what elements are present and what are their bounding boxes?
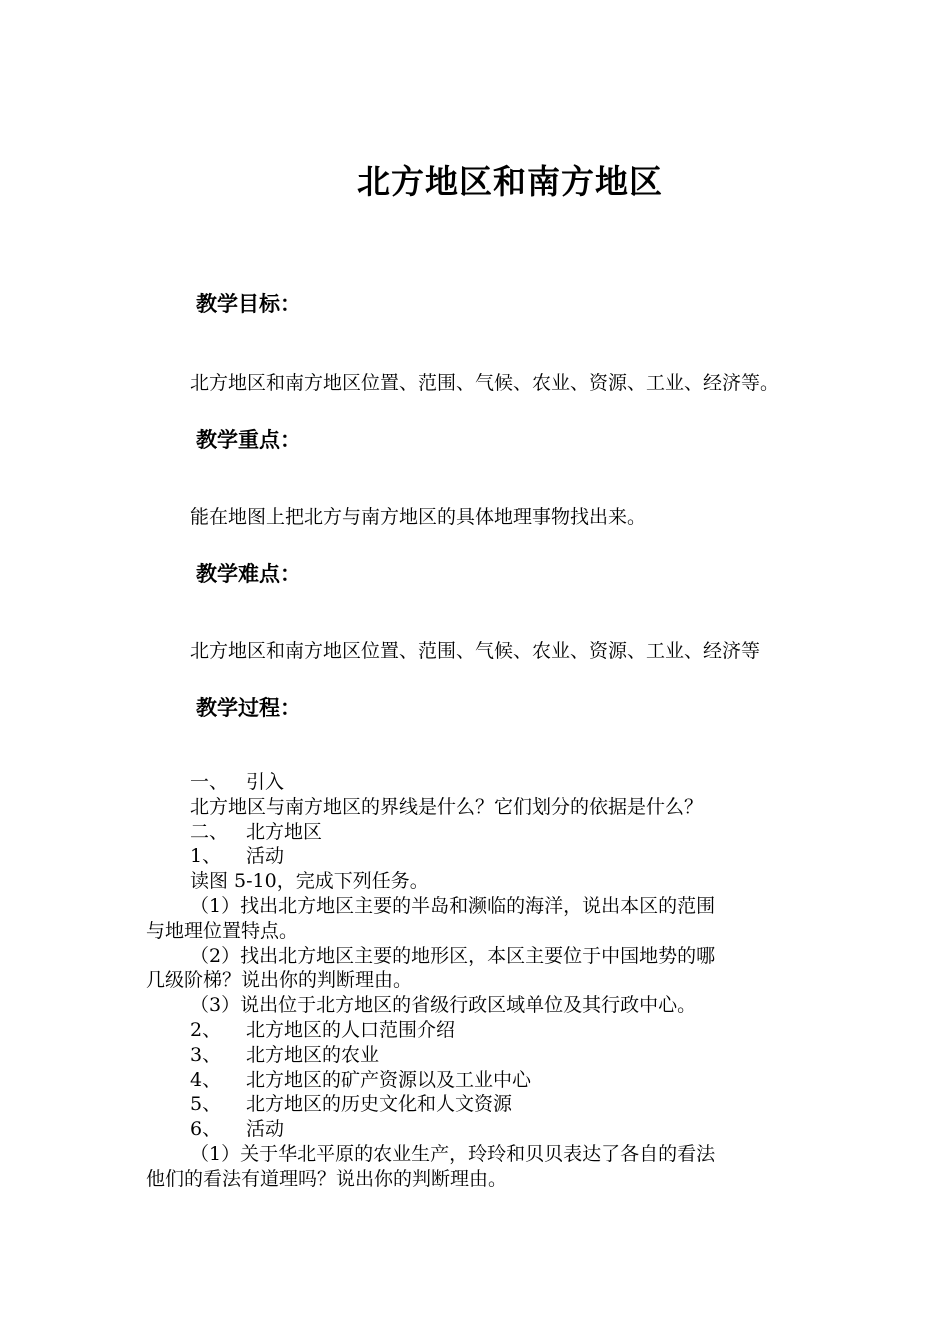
list-item xyxy=(146,1018,846,1043)
text-line: 他们的看法有道理吗？说出你的判断理由。 xyxy=(146,1167,508,1190)
text-line: （2）找出北方地区主要的地形区，本区主要位于中国地势的哪 xyxy=(190,944,716,967)
list-item xyxy=(146,1043,846,1068)
teaching-process-body xyxy=(146,770,846,1192)
heading-teaching-goal: 教学目标： xyxy=(196,292,301,316)
list-item xyxy=(146,770,846,795)
heading-teaching-key-points: 教学重点： xyxy=(196,428,301,452)
text-line: （1）找出北方地区主要的半岛和濒临的海洋，说出本区的范围 xyxy=(190,894,716,917)
list-number: 2、 xyxy=(190,1018,222,1041)
list-text: 北方地区的农业 xyxy=(246,1043,380,1066)
text-line: 读图 5-10，完成下列任务。 xyxy=(190,870,429,893)
paragraph-teaching-goal: 北方地区和南方地区位置、范围、气候、农业、资源、工业、经济等。 xyxy=(190,372,780,394)
list-text: 北方地区的人口范围介绍 xyxy=(246,1018,456,1041)
list-text: 活动 xyxy=(246,1118,285,1141)
text-line: （3）说出位于北方地区的省级行政区域单位及其行政中心。 xyxy=(190,994,697,1017)
list-text: 北方地区的矿产资源以及工业中心 xyxy=(246,1068,532,1091)
paragraph-teaching-difficulty: 北方地区和南方地区位置、范围、气候、农业、资源、工业、经济等 xyxy=(190,640,761,662)
list-number: 5、 xyxy=(190,1093,222,1116)
paragraph-teaching-key-points: 能在地图上把北方与南方地区的具体地理事物找出来。 xyxy=(190,506,647,528)
list-item xyxy=(146,1068,846,1093)
list-text: 引入 xyxy=(246,771,285,793)
list-item xyxy=(146,1092,846,1117)
heading-teaching-difficulty: 教学难点： xyxy=(196,562,301,586)
list-text: 北方地区的历史文化和人文资源 xyxy=(246,1093,513,1116)
list-item xyxy=(146,1117,846,1142)
heading-teaching-process: 教学过程： xyxy=(196,696,301,720)
list-number: 4、 xyxy=(190,1068,222,1091)
text-line: 北方地区与南方地区的界线是什么？它们划分的依据是什么？ xyxy=(190,795,704,818)
document-title: 北方地区和南方地区 xyxy=(357,162,663,201)
text-line: （1）关于华北平原的农业生产，玲玲和贝贝表达了各自的看法 xyxy=(190,1142,716,1165)
text-line: 几级阶梯？说出你的判断理由。 xyxy=(146,969,413,992)
list-number: 1、 xyxy=(190,845,222,868)
list-item xyxy=(146,844,846,869)
list-number: 二、 xyxy=(190,820,229,843)
list-item xyxy=(146,820,846,845)
list-text: 北方地区 xyxy=(246,820,323,843)
list-text: 活动 xyxy=(246,845,285,868)
list-number: 6、 xyxy=(190,1118,222,1141)
list-number: 3、 xyxy=(190,1043,222,1066)
text-line: 与地理位置特点。 xyxy=(146,919,299,942)
list-number: 一、 xyxy=(190,771,229,793)
